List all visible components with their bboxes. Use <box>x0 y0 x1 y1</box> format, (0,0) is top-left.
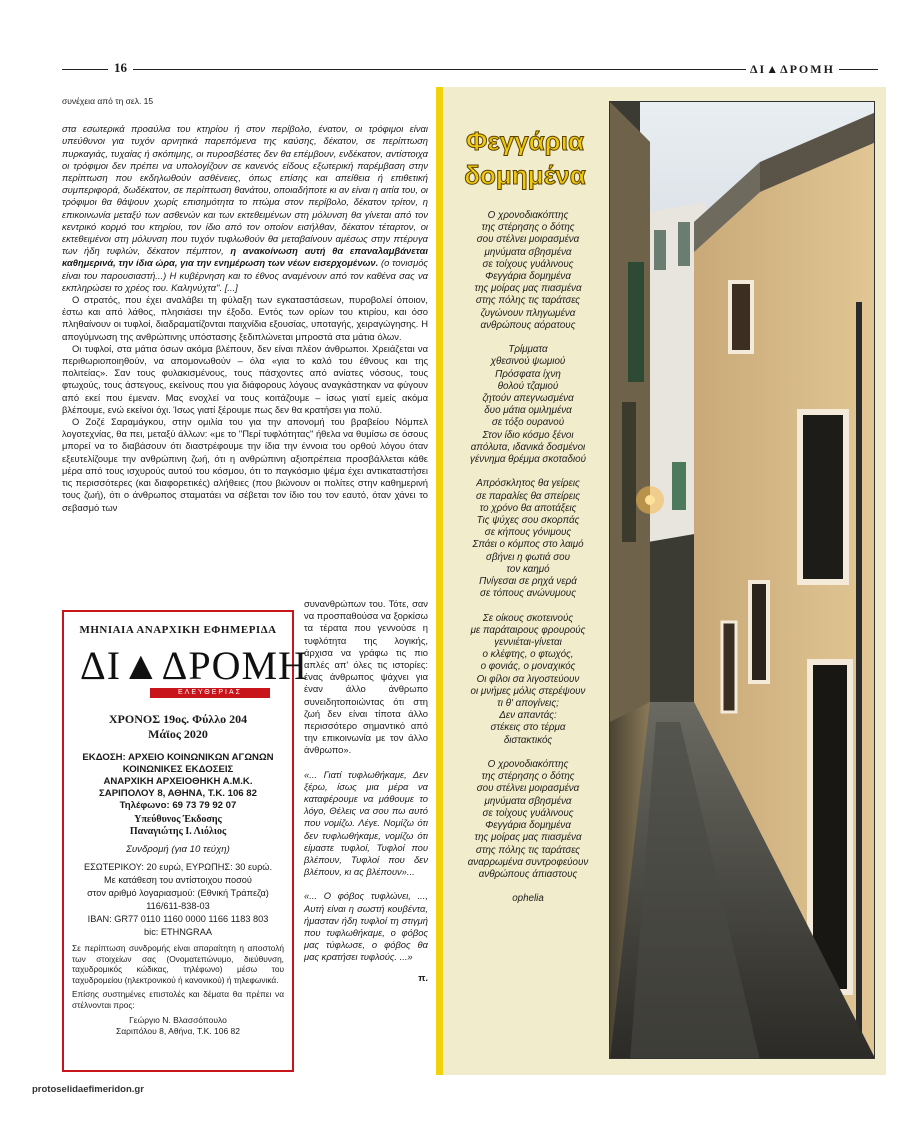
fee-line-1: ΕΣΩΤΕΡΙΚΟΥ: 20 ευρώ, ΕΥΡΩΠΗΣ: 30 ευρώ. <box>83 862 273 872</box>
subscription-fees <box>72 861 284 939</box>
poem-line: σου στέλνει μοιρασμένα <box>476 783 580 795</box>
alley-photo-illustration <box>610 102 875 1059</box>
poem-stanza <box>452 210 604 332</box>
article-column-text: συνανθρώπων του. Τότε, σαν να προσπαθούσα να ξορκίσω τα τέρατα που γεννούσε η τυφλότητα της λογικής, άρχισα να γράφω τις πιο απλές απ' όλες τις ιστορίες: ένας άνθρωπος ψάχνει για έναν άλλο άνθρωπο συνειδητοποιώντας ότι στη ζωή δεν είναι τίποτα άλλο περισσότερο σημαντικό από την επικοινωνία με τον άλλο άνθρωπο». <box>304 598 428 756</box>
poem-line: απόλυτα, ιδανικά δοσμένοι <box>470 441 586 453</box>
article-p1-bold: η ανακοίνωση αυτή θα επαναλαμβάνεται καθημερινά, την ίδια ώρα, για την ενημέρωση των νέων εισερχομένων. <box>62 245 428 269</box>
publisher-address: ΣΑΡΙΠΟΛΟΥ 8, ΑΘΗΝΑ, Τ.Κ. 106 82 <box>99 788 257 799</box>
subscription-heading: Συνδρομή (για 10 τεύχη) <box>126 844 230 855</box>
article-paragraph-4: Ο Ζοζέ Σαραμάγκου, στην ομιλία του για την απονομή του βραβείου Νόμπελ λογοτεχνίας, θα πει, μεταξύ άλλων: «με το "Περί τυφλότητας" ήθελα να θυμίσω σε όσους μπορεί να το διαβάσουν ότι διαστρέφουμε την ίδια την έννοια του ορθού λόγου όταν εξευτελίζουμε την ανθρώπινη ζωή, ότι η ανθρώπινη αξιοπρέπεια προσβάλλεται κάθε μέρα από τους ισχυρούς αυτού του κόσμου, ότι το παγκόσμιο ψέμα έχει αντικαταστήσει τις περισσότερες (και διαφορετικές) αλήθειες (που βιώνουν οι πολίτες στην καθημερινή τους ζωή), ότι ο άνθρωπος σταματάει να σέβεται τον ίδιο του τον εαυτό, όταν χάνει το σεβασμό των <box>62 416 428 513</box>
poem-line: μηνύματα σβησμένα <box>484 795 572 807</box>
poem-line: σε τόξο ουρανού <box>491 417 565 429</box>
poem-line: ανθρώπους αόρατους <box>480 319 576 331</box>
poem-line: σε τοίχους γυάλινους <box>482 807 574 819</box>
fee-line-3: στον αριθμό λογαριασμού: (Εθνική Τράπεζα) <box>87 888 269 898</box>
article-signature: π. <box>418 971 428 983</box>
poem-line: διστακτικός <box>503 734 553 746</box>
article-paragraph-1 <box>62 123 428 294</box>
poem-title-line-2: δομημένα <box>464 160 586 190</box>
publisher-info <box>72 752 284 812</box>
header-brand: ΔΙ▲ΔΡΟΜΗ <box>746 62 839 77</box>
publisher-line-1: ΕΚΔΟΣΗ: ΑΡΧΕΙΟ ΚΟΙΝΩΝΙΚΩΝ ΑΓΩΝΩΝ <box>82 752 274 763</box>
poem-stanza <box>452 344 604 466</box>
mail-street: Σαριπόλου 8, Αθήνα, Τ.Κ. 106 82 <box>115 1025 241 1036</box>
poem-line: γεννιέται-γίνεται <box>494 637 562 649</box>
panel-accent-bar <box>436 87 443 1075</box>
source-credit: protoselidaefimeridon.gr <box>32 1084 144 1095</box>
issue-month: Μάϊος 2020 <box>148 727 208 741</box>
article-p1-end: (ο τονισμός είναι του παρουσιαστή...) Η κυβέρνηση και το έθνος αναμένουν από τον καθένα σας να εκπληρώσει το χρέος του. Καληνύχτα". [...] <box>62 257 428 293</box>
poem-line: οι μνήμες μόλις στερέψουν <box>470 685 586 697</box>
poem-stanza <box>452 478 604 600</box>
mail-note: Επίσης συστημένες επιστολές και δέματα θα πρέπει να στέλνονται προς: <box>72 989 284 1010</box>
poem-line: σε τοίχους γυάλινους <box>482 258 574 270</box>
poem-title <box>447 124 603 192</box>
subscription-note: Σε περίπτωση συνδρομής είναι απαραίτητη η αποστολή των στοιχείων σας (Ονοματεπώνυμο, διεύθυνση, ταχυδρομικός κώδικας, τηλέφωνο) μέσω του ταχυδρομείου (ηλεκτρονικού ή κανονικού) ή τηλεφωνικά. <box>72 943 284 985</box>
logo-band: ΕΛΕΥΘΕΡΙΑΣ <box>150 688 270 698</box>
poem-line: σε τόπους ανώνυμους <box>480 588 576 600</box>
masthead-title: ΜΗΝΙΑΙΑ ΑΝΑΡΧΙΚΗ ΕΦΗΜΕΡΙΔΑ <box>79 624 277 636</box>
iban: IBAN: GR77 0110 1160 0000 1166 1183 803 <box>87 914 269 924</box>
poem-line: Οι φίλοι σα λιγοστεύουν <box>476 673 580 685</box>
issue-year: ΧΡΟΝΟΣ 19ος. Φύλλο 204 <box>108 712 248 726</box>
poem-stanza <box>452 613 604 747</box>
poem-line: το χρόνο θα αποτάξεις <box>479 502 577 514</box>
poem-line: σβήνει η φωτιά σου <box>486 551 570 563</box>
poem-line: σε κήπους γόνιμους <box>484 527 572 539</box>
article-p1-text: στα εσωτερικά προαύλια του κτηρίου ή στον περίβολο, ένατον, οι τρόφιμοι είναι υπεύθυνοι για τυχόν αρνητικά παρεπόμενα της καύσης, δέκατον, σε περίπτωση πυρκαγιάς, τυχαίας ή σκόπιμης, οι πυροσβέστες δεν θα επέμβουν, ενδέκατον, αντίστοιχα οι τρόφιμοι δεν πρέπει να υπολογίζουν σε κανενός είδους εξωτερική παρέμβαση στην περίπτωση που εκδηλωθούν ασθένειες, όπως επίσης και απείθεια ή επιθετική συμπεριφορά, δωδέκατον, σε περίπτωση θανάτου, οποιαδήποτε κι αν είναι η αιτία του, οι τρόφιμοι θα θάψουν χωρίς επισημότητα το πτώμα στον περίβολο, δέκατον τρίτον, η επικοινωνία μεταξύ των ασθενών και των εκτεθειμένων στη μόλυνση θα γίνεται από τον κεντρικό κορμό του κτηρίου, τον ίδιο από τον οποίον εισήλθαν, δέκατον τέταρτον, οι εκτεθειμένοι στη μόλυνση που τυχόν τυφλωθούν θα μεταβαίνουν αμέσως στην πτέρυγα των ήδη τυφλών, δέκατον πέμπτον, <box>62 123 428 257</box>
poem-line: ζητούν απεγνωσμένα <box>482 393 574 405</box>
poem-line: Πρόσφατα ίχνη <box>495 368 561 380</box>
editor-role: Υπεύθυνος Έκδοσης <box>134 814 222 825</box>
poem-line: δυο μάτια ομιλημένα <box>484 405 572 417</box>
poem-line: της στέρησης ο δότης <box>481 222 575 234</box>
poem-line: μηνύματα σβησμένα <box>484 246 572 258</box>
poem-line: Σε οίκους σκοτεινούς <box>482 612 574 624</box>
poem-line: τι θ' απογίνεις; <box>497 698 559 710</box>
poem-line: της μοίρας μας πιασμένα <box>474 283 582 295</box>
publisher-line-2: ΚΟΙΝΩΝΙΚΕΣ ΕΚΔΟΣΕΙΣ <box>122 764 234 775</box>
poem-line: θολού τζαμιού <box>497 380 559 392</box>
article-paragraph-3: Οι τυφλοί, στα μάτια όσων ακόμα βλέπουν, δεν είναι πλέον άνθρωποι. Χρειάζεται να περιθωριοποιηθούν, να απομονωθούν – όλα «για το καλό του έθνους και της πολιτείας». Σαν τους φυλακισμένους, τους πάσχοντες από ανίατες νόσους, τους φτωχούς, τους άστεγους, εκείνους που για διάφορους λόγους αναγκάστηκαν να φύγουν από εκεί που έμεναν. Μας ενοχλεί να τους κοιτάζουμε – ίσως γιατί εμείς ακόμα βλέπουμε, ενώ εκείνοι όχι. Ίσως γιατί ξέρουμε πως δεν θα κρατήσει για πολύ. <box>62 342 428 415</box>
poem-line: χθεσινού ψωμιού <box>490 356 566 368</box>
poem-line: στης πόλης τις ταράτσες <box>475 844 581 856</box>
poem-line: σου στέλνει μοιρασμένα <box>476 234 580 246</box>
poem-author: ophelia <box>512 893 544 905</box>
poem-line: Φεγγάρια δομημένα <box>485 271 571 283</box>
publisher-phone: Τηλέφωνο: 69 73 79 92 07 <box>119 800 237 811</box>
poem-line: Απρόσκλητος θα γείρεις <box>476 478 580 490</box>
poem-line: τον καημό <box>506 563 550 575</box>
poem-line: αναρρωμένα συντροφεύουν <box>467 856 589 868</box>
poem-line: ανθρώπους άπιαστους <box>478 868 578 880</box>
poem-text <box>452 210 604 906</box>
poem-line: Τρίμματα <box>508 344 548 356</box>
bic: bic: ETHNGRAA <box>144 927 212 937</box>
poem-line: Φεγγάρια δομημένα <box>485 820 571 832</box>
poem-line: σε παραλίες θα σπείρεις <box>475 490 581 502</box>
masthead-box <box>62 610 308 1072</box>
editor-name: Παναγιώτης Ι. Λιόλιος <box>129 826 227 837</box>
poem-line: Στον ίδιο κόσμο ξένοι <box>482 429 574 441</box>
article-body <box>62 95 428 514</box>
poem-line: Σπάει ο κόμπος στο λαιμό <box>472 539 584 551</box>
publisher-line-3: ΑΝΑΡΧΙΚΗ ΑΡΧΕΙΟΘΗΚΗ Α.Μ.Κ. <box>103 776 253 787</box>
poem-line: Ο χρονοδιακόπτης <box>487 210 569 221</box>
quote-2: «... Ο φόβος τυφλώνει, ..., Αυτή είναι η σωστή κουβέντα, ήμασταν ήδη τυφλοί τη στιγμή που τυφλωθήκαμε, ο φόβος μας τύφλωσε, ο φόβος θα μας κρατήσει τυφλούς. ...» <box>304 890 428 963</box>
newspaper-logo <box>80 643 308 698</box>
poem-title-line-1: Φεγγάρια <box>466 126 584 156</box>
poem-line: ο κλέφτης, ο φτωχός, <box>482 649 574 661</box>
quote-1: «... Γιατί τυφλωθήκαμε, Δεν ξέρω, ίσως μια μέρα να καταφέρουμε να μάθουμε το λόγο, Θέλεις να σου πω αυτό που νομίζω. Λέγε. Νομίζω ότι δεν τυφλωθήκαμε, νομίζω ότι είμαστε τυφλοί, Τυφλοί που βλέπουν, Τυφλοί που δεν βλέπουν, κι ας βλέπουν»... <box>304 768 428 878</box>
continued-from: συνέχεια από τη σελ. 15 <box>62 96 154 106</box>
poem-line: Δεν απαντάς: <box>499 710 557 722</box>
poem-line: ο φονιάς, ο μοναχικός <box>480 661 576 673</box>
poem-line: ζυγώνουν πληγωμένα <box>480 307 576 319</box>
poem-stanza <box>452 759 604 881</box>
mail-address <box>72 1015 284 1037</box>
logo-word: ΔΙ▲ΔΡΟΜΗ <box>80 643 308 688</box>
alley-photo <box>609 101 875 1059</box>
poem-line: με παράταιρους φρουρούς <box>470 624 586 636</box>
poem-line: Τις ψύχες σου σκορπάς <box>476 515 580 527</box>
issue-info <box>72 712 284 742</box>
page-number: 16 <box>108 60 133 76</box>
poem-line: στέκεις στο τέρμα <box>490 722 566 734</box>
poem-line: της μοίρας μας πιασμένα <box>474 832 582 844</box>
poem-line: γέννημα θρέμμα σκοταδιού <box>470 454 586 466</box>
poem-line: στης πόλης τις ταράτσες <box>475 295 581 307</box>
poem-line: της στέρησης ο δότης <box>481 771 575 783</box>
account-number: 116/611-838-03 <box>146 901 210 911</box>
editor-info <box>72 814 284 838</box>
article-column-2 <box>304 598 428 984</box>
poem-line: Πνίγεσαι σε ρηχά νερά <box>479 576 577 588</box>
poem-line: Ο χρονοδιακόπτης <box>487 759 569 771</box>
article-paragraph-2: Ο στρατός, που έχει αναλάβει τη φύλαξη των εγκαταστάσεων, πυροβολεί όποιον, έστω και από λάθος, πλησιάσει την έξοδο. Εντός των ορίων του κτιρίου, και όσο πληθαίνουν οι τυφλοί, διαδραματίζονται παιχνίδια εξουσίας, υποταγής, χειραγώγησης. Η απογύμνωση της ανθρώπινης υπόστασης ξεδιπλώνεται μπροστά στα μάτια όλων. <box>62 294 428 342</box>
fee-line-2: Με κατάθεση του αντίστοιχου ποσού <box>104 875 252 885</box>
mail-recipient: Γεώργιο Ν. Βλασσόπουλο <box>129 1014 227 1025</box>
